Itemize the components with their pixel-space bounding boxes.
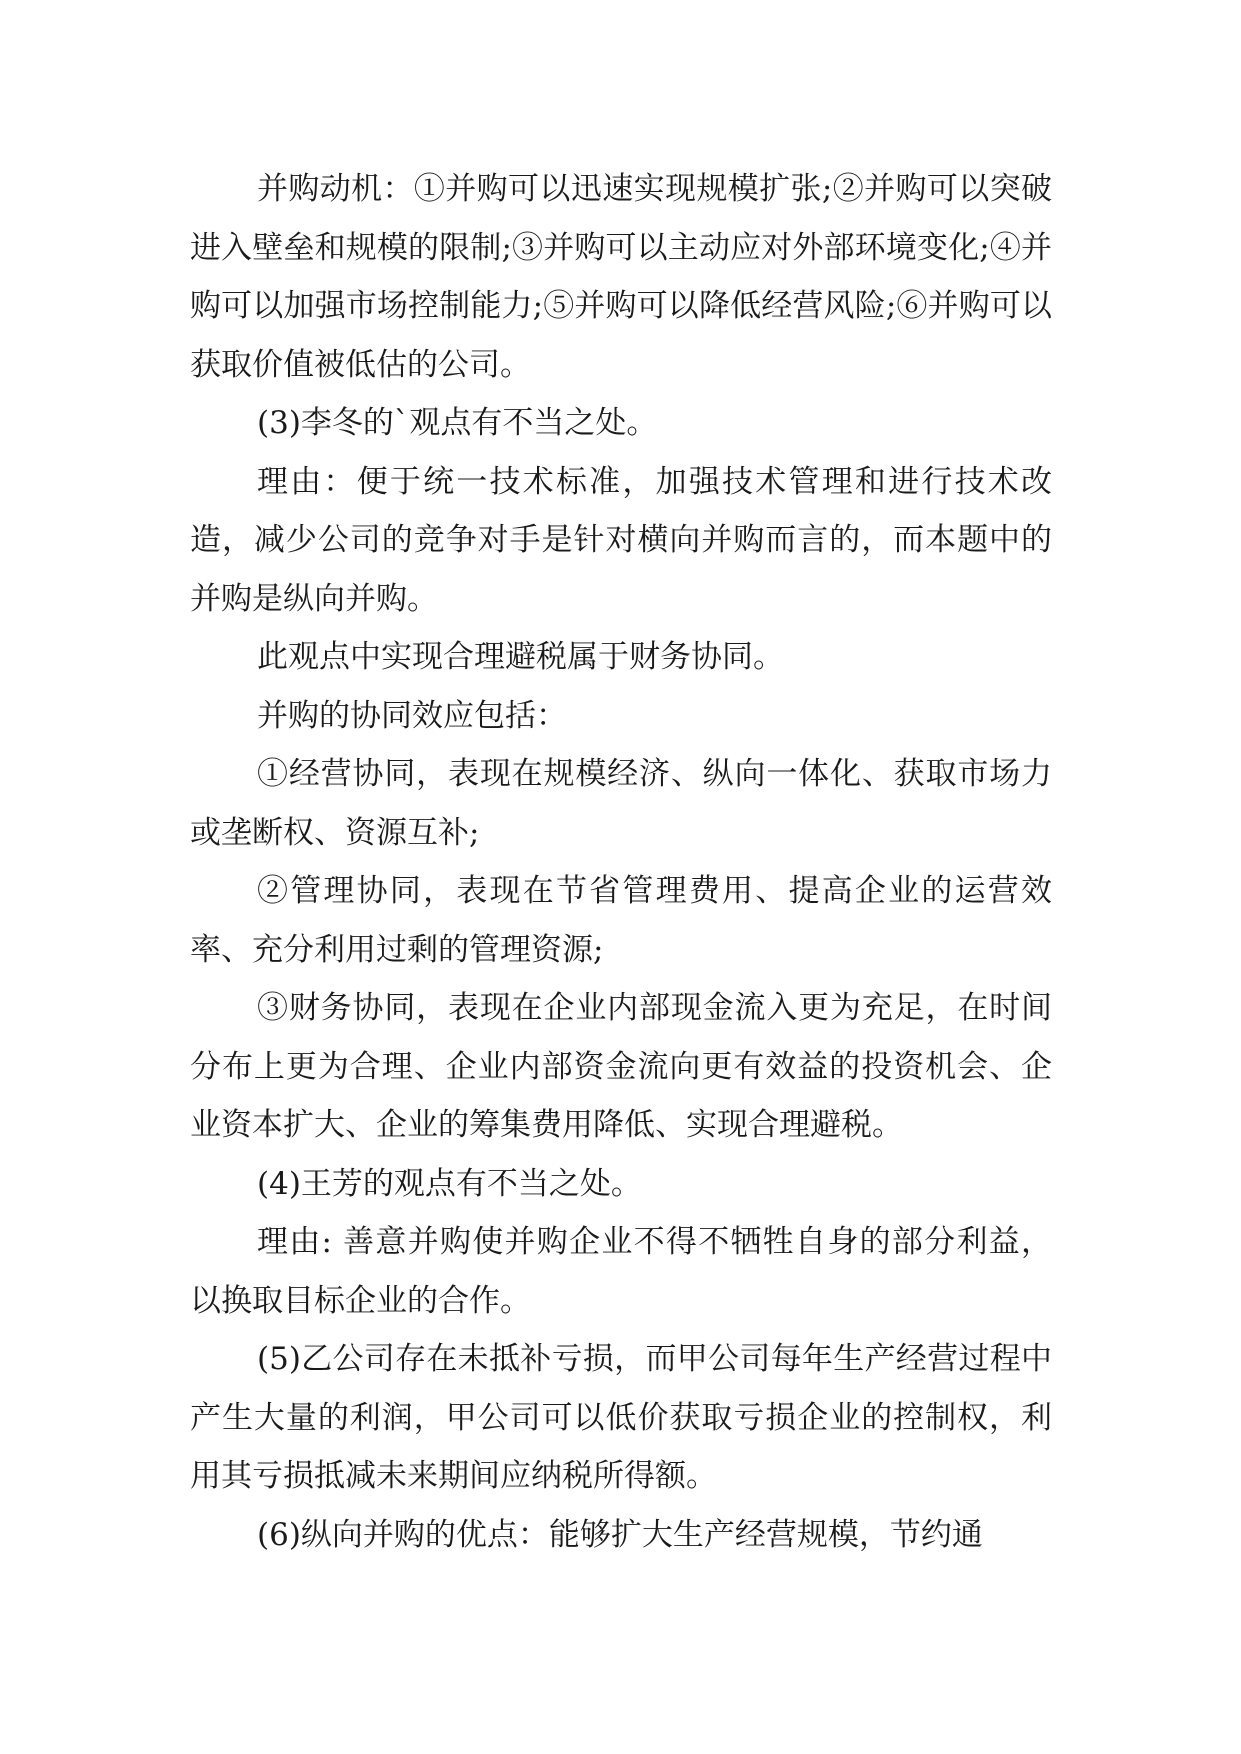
paragraph-operating-synergy: ①经营协同，表现在规模经济、纵向一体化、获取市场力或垄断权、资源互补; bbox=[190, 756, 1052, 851]
paragraph-item-4-heading: (4)王芳的观点有不当之处。 bbox=[257, 1165, 642, 1202]
paragraph-item-3-heading: (3)李冬的`观点有不当之处。 bbox=[257, 405, 658, 441]
paragraph-item-4-reason: 理由: 善意并购使并购企业不得不牺牲自身的部分利益，以换取目标企业的合作。 bbox=[190, 1224, 1052, 1319]
paragraph-item-6: (6)纵向并购的优点：能够扩大生产经营规模，节约通 bbox=[257, 1516, 983, 1553]
paragraph-merger-motives: 并购动机：①并购可以迅速实现规模扩张;②并购可以突破进入壁垒和规模的限制;③并购可以主动应对外部环境变化;④并购可以加强市场控制能力;⑤并购可以降低经营风险;⑥并购可以获取价值被低估的公司。 bbox=[190, 171, 1052, 383]
paragraph-item-3-reason: 理由：便于统一技术标准，加强技术管理和进行技术改造，减少公司的竞争对手是针对横向并购而言的，而本题中的并购是纵向并购。 bbox=[190, 463, 1052, 617]
paragraph-item-5: (5)乙公司存在未抵补亏损，而甲公司每年生产经营过程中产生大量的利润，甲公司可以低价获取亏损企业的控制权，利用其亏损抵减未来期间应纳税所得额。 bbox=[190, 1341, 1052, 1494]
document-page bbox=[190, 160, 1052, 1564]
paragraph-management-synergy: ②管理协同，表现在节省管理费用、提高企业的运营效率、充分利用过剩的管理资源; bbox=[190, 873, 1052, 968]
paragraph-synergy-intro: 并购的协同效应包括： bbox=[257, 697, 567, 734]
paragraph-financial-synergy: ③财务协同，表现在企业内部现金流入更为充足，在时间分布上更为合理、企业内部资金流向更有效益的投资机会、企业资本扩大、企业的筹集费用降低、实现合理避税。 bbox=[190, 990, 1052, 1143]
paragraph-financial-synergy-note: 此观点中实现合理避税属于财务协同。 bbox=[257, 639, 784, 675]
